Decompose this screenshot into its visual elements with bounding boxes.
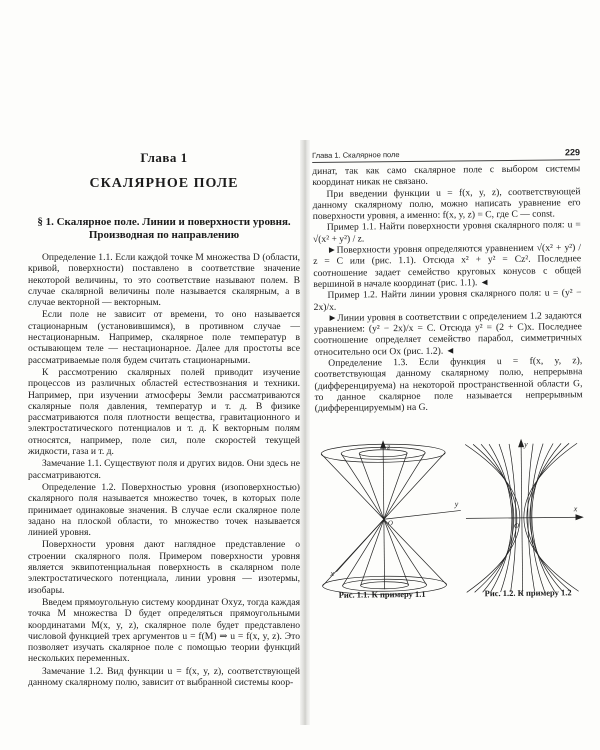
page-number: 229 <box>564 147 581 158</box>
right-page <box>312 147 586 725</box>
fig1-y-label: y <box>454 499 459 509</box>
paragraph: Определение 1.2. Поверхностью уровня (изоповерхностью) скалярного поля называется множество точек, в которых поле принимает одинаковые значения. В случае если скалярное поле задано на плоской области, то множество точек называется линией уровня. <box>28 481 300 539</box>
running-head <box>312 147 580 163</box>
paragraph: Определение 1.1. Если каждой точке M множества D (области, кривой, поверхности) поставлено в соответствие значение некоторой величины, то это соответствие называют полем. В случае скалярной величины поле называется скалярным, а в случае векторной — векторным. <box>28 252 300 309</box>
figure-caption: Рис. 1.1. К примеру 1.1 <box>338 588 426 600</box>
paragraph: Введем прямоугольную систему координат Oxyz, тогда каждая точка M множества D будет определяться прямоугольными координатами M(x, y, z), скалярное поле будет представлено числовой функцией трех аргументов u = f(M) ⇒ u = f(x, y, z). Это позволяет изучать скалярное поле с помощью теории функций нескольких переменных. <box>28 596 300 665</box>
paragraph: ►Линии уровня в соответствии с определением 1.2 задаются уравнением: (y² − 2x)/x = C. Отсюда y² = (2 + C)x. Последнее соотношение определяет семейство парабол, симметричных относительно оси Ox (рис. 1.2). ◄ <box>313 310 583 358</box>
paragraph: Если поле не зависит от времени, то оно называется стационарным (установившимся), в противном случае — нестационарным. Например, скалярное поле температур в остывающем теле — нестационарное. Далее для простоты все рассматриваемые поля будем считать стационарными. <box>28 309 300 366</box>
paragraph: К рассмотрению скалярных полей приводит изучение процессов из различных областей естествознания и техники. Например, при изучении атмосферы Земли рассматриваются скалярные поля давления, температур и т. д. В физике рассматриваются поля плотности вещества, гравитационного и электростатического потенциалов и т. д. К векторным полям относятся, например, поле сил, поле скоростей текущей жидкости, газа и т. д. <box>28 366 300 458</box>
figure-caption: Рис. 1.2. К примеру 1.2 <box>484 587 572 599</box>
x-arrow <box>576 515 583 520</box>
paragraph: Поверхности уровня дают наглядное представление о строении скалярного поля. Примером поверхности уровня является эквипотенциальная поверхность в скалярном поле электростатического потенциала, линии уровня — изотермы, изобары. <box>28 539 300 596</box>
paragraph: Определение 1.3. Если функция u = f(x, y, z), соответствующая данному скалярному полю, непрерывна (дифференцируема) на некоторой пространственной области G, то данное скалярное поле называется непрерывным (дифференцируемым) на G. <box>314 355 583 415</box>
running-head-title: Глава 1. Скалярное поле <box>312 150 400 160</box>
x-axis <box>466 517 580 518</box>
y-axis <box>521 444 523 594</box>
paragraph: динат, так как само скалярное поле с выбором системы координат никак не связано. <box>312 163 581 189</box>
fig1-origin-label: O <box>387 519 394 528</box>
y-arrow <box>519 440 524 447</box>
left-page <box>28 150 300 725</box>
paragraph: При введении функции u = f(x, y, z), соответствующей данному скалярному полю, можно написать уравнение его поверхности уровня, а именно: f(x, y, z) = C, где C — const. <box>312 185 581 223</box>
figure-parabolas <box>465 437 585 598</box>
fig2-origin-label: O <box>513 521 520 530</box>
paragraph: Пример 1.2. Найти линии уровня скалярного поля: u = (y² − 2x)/x. <box>313 287 582 313</box>
paragraph: Замечание 1.1. Существуют поля и других видов. Они здесь не рассматриваются. <box>28 458 300 481</box>
book-gutter <box>300 140 310 725</box>
paragraph: Замечание 1.2. Вид функции u = f(x, y, z), соответствующей данному скалярному полю, зависит от выбранной системы коор- <box>28 665 300 688</box>
fig1-z-label: z <box>387 442 391 452</box>
fig2-x-label: x <box>573 504 578 514</box>
figure-cones <box>315 438 467 600</box>
paragraph: Пример 1.1. Найти поверхности уровня скалярного поля: u = √(x² + y²) / z. <box>312 219 581 245</box>
section-title: § 1. Скалярное поле. Линии и поверхности уровня. Производная по направлению <box>37 216 291 241</box>
fig1-x-label: x <box>330 568 335 578</box>
chapter-title: СКАЛЯРНОЕ ПОЛЕ <box>89 176 239 191</box>
paragraph: ►Поверхности уровня определяются уравнением √(x² + y²) / z = C или (рис. 1.1). Отсюда x² + y² = Cz². Последнее соотношение задает семейство круговых конусов с общей вершиной в начале координат (рис. 1.1). ◄ <box>313 242 582 290</box>
chapter-label: Глава 1 <box>140 150 188 165</box>
fig2-y-label: y <box>524 439 528 449</box>
y-axis <box>384 510 461 519</box>
